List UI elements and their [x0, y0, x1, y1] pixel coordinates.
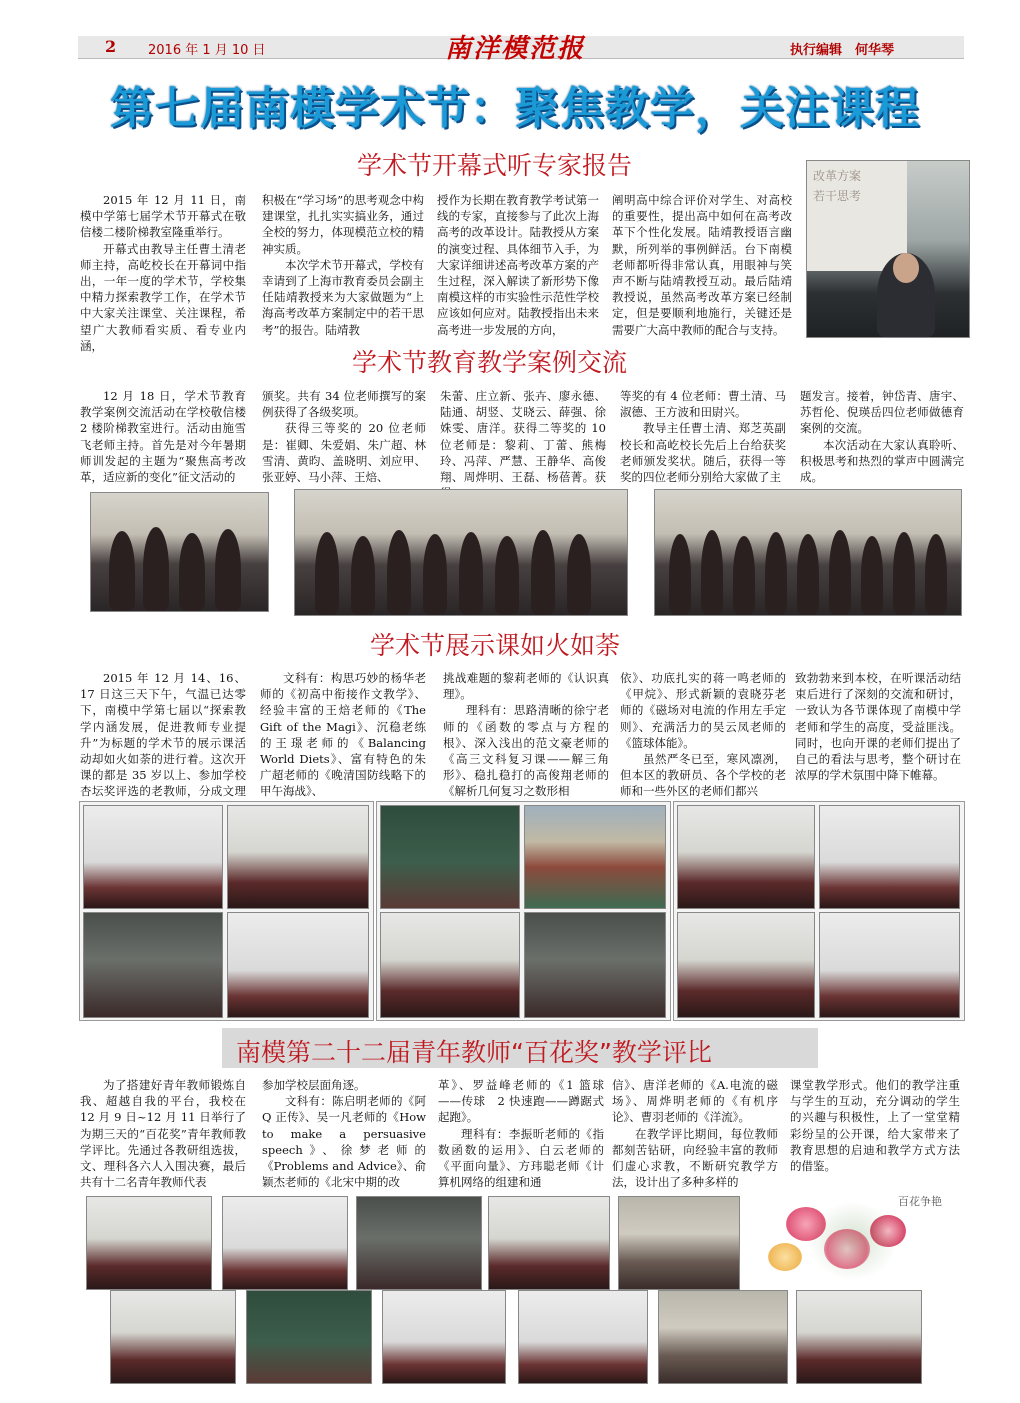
demo-class-photo-group — [376, 801, 671, 1021]
competition-photo — [222, 1196, 348, 1290]
paragraph: 授作为长期在教育教学考试第一线的专家，直接参与了此次上海高考的改革设计。陆教授从方案的演变过程、具体细节入手，为大家详细讲述高考改革方案的产生过程，深入解读了新形势下像南模这样的市实验性示范性学校应该如何应对。陆教授指出未来高考进一步发展的方向， — [437, 193, 599, 337]
paragraph: 阐明高中综合评价对学生、对高校的重要性，提出高中如何在高考改革下个性化发展。陆靖教授语言幽默，所列举的事例鲜活。台下南模老师都听得非常认真，用眼神与笑声不断与陆靖教授互动。最后陆靖教授说，虽然高考改革方案已经制定，但是要顺利地施行，关键还是需要广大高中教师的配合与支持。 — [612, 193, 792, 337]
paragraph: 开幕式由教导主任曹土清老师主持，高屹校长在开幕词中指出，一年一度的学术节，学校集中精力探索教学工作，在学术节中大家关注课堂、关注课程，希望广大教师看实质、看专业内涵， — [80, 241, 246, 353]
competition-photo — [382, 1290, 506, 1384]
peony-flower-image — [748, 1185, 962, 1289]
section-4-column-2 — [262, 1077, 426, 1191]
section-4-title: 南模第二十二届青年教师“百花奖”教学评比 — [236, 1038, 712, 1067]
competition-photo — [518, 1290, 648, 1384]
paragraph: 本次活动在大家认真聆听、积极思考和热烈的掌声中圆满完成。 — [800, 437, 964, 485]
paragraph: 虽然严冬已至，寒风凛冽，但本区的教研员、各个学校的老师和一些外区的老师们都兴 — [620, 752, 786, 799]
page-number: 2 — [105, 37, 117, 56]
classroom-photo — [83, 912, 223, 1018]
award-photo — [654, 489, 962, 616]
section-4-column-5 — [790, 1077, 960, 1174]
paragraph: 挑战难题的黎莉老师的《认识真理》。 — [443, 671, 609, 702]
newspaper-logo: 南洋模范报 — [445, 34, 586, 64]
paragraph: 依》、功底扎实的蒋一鸣老师的《甲烷》、形式新颖的袁晓芬老师的《磁场对电流的作用左手定则》、充满活力的吴云凤老师的《篮球体能》。 — [620, 671, 786, 750]
section-1-column-3 — [437, 192, 599, 337]
editor-credit: 执行编辑 何华琴 — [790, 43, 895, 58]
speaker-photo — [806, 160, 970, 338]
section-3-column-5 — [795, 670, 961, 798]
paragraph: 致勃勃来到本校，在听课活动结束后进行了深刻的交流和研讨，一致认为各节课体现了南模中学老师和学生的高度，受益匪浅。同时，也向开课的老师们提出了自己的看法与思考，整个研讨在浓厚的学术氛围中降下帷幕。 — [795, 671, 961, 783]
competition-photo — [796, 1290, 922, 1384]
classroom-photo — [819, 912, 960, 1018]
demo-class-photo-group — [673, 801, 965, 1021]
paragraph: 理科有：李振昕老师的《指数函数的运用》、白云老师的《平面向量》、方玮聪老师《计算机网络的组建和通 — [438, 1126, 604, 1190]
section-2-column-4 — [620, 388, 786, 486]
competition-photo — [356, 1196, 482, 1290]
classroom-photo — [677, 912, 815, 1018]
competition-photo — [110, 1290, 236, 1384]
competition-photo — [246, 1290, 372, 1384]
classroom-photo — [819, 805, 960, 909]
classroom-photo — [227, 912, 369, 1018]
classroom-photo — [380, 805, 520, 909]
section-2-title: 学术节教育教学案例交流 — [352, 348, 628, 377]
paragraph: 获得三等奖的 20 位老师是：崔卿、朱爱娟、朱广超、林雪清、黄昀、盖晓明、刘应甲、张亚婷、马小萍、王焙、 — [262, 421, 426, 485]
paragraph: 理科有：思路清晰的徐宁老师的《函数的零点与方程的根》、深入浅出的范文豪老师的《高三文科复习课——解三角形》、稳扎稳打的高俊翔老师的《解析几何复习之数形相 — [443, 703, 609, 799]
classroom-photo — [677, 805, 815, 909]
outdoor-class-photo — [524, 805, 666, 909]
section-4-column-4 — [612, 1077, 778, 1191]
section-2-column-2 — [262, 388, 426, 486]
paragraph: 课堂教学形式。他们的教学注重与学生的互动，充分调动的学生的兴趣与积极性，上了一堂堂精彩纷呈的公开课，给大家带来了教育思想的启迪和教学方式方法的借鉴。 — [790, 1078, 960, 1174]
section-1-title: 学术节开幕式听专家报告 — [357, 151, 633, 180]
paragraph: 信》、唐洋老师的《A.电流的磁场》、周烨明老师的《有机序论》、曹羽老师的《洋流》。 — [612, 1078, 778, 1125]
paragraph: 等奖的有 4 位老师：曹土清、马淑德、王方波和田尉兴。 — [620, 389, 786, 420]
section-2-column-3 — [440, 388, 606, 486]
paragraph: 本次学术节开幕式，学校有幸请到了上海市教育委员会副主任陆靖教授来为大家做题为“上海高考改革方案制定中的若干思考”的报告。陆靖教 — [262, 257, 424, 337]
competition-photo — [658, 1290, 788, 1384]
competition-photo — [618, 1196, 740, 1290]
paragraph: 题发言。接着，钟岱青、唐宇、苏哲伦、倪瑛岳四位老师做德育案例的交流。 — [800, 389, 964, 436]
classroom-photo — [524, 912, 666, 1018]
classroom-photo — [227, 805, 369, 909]
award-photo — [90, 492, 269, 612]
paragraph: 为了搭建好青年教师锻炼自我、超越自我的平台，我校在 12 月 9 日~12 月 11 日举行了为期三天的“百花奖”青年教师教学评比。先通过各教研组选拔，文、理科各六人入围决赛，最后共有十二名青年教师代表 — [80, 1078, 246, 1190]
section-2-column-1 — [80, 388, 246, 486]
paragraph: 2015 年 12 月 14、16、17 日这三天下午，气温已达零下，南模中学第七届以“探索教学内涵发展，促进教师专业提升”为标题的学术节的展示课活动却如火如荼的进行着。这次开课的都是 35 岁以上、参加学校杏坛奖评选的老教师，分成文理 — [80, 671, 246, 799]
section-3-column-4 — [620, 670, 786, 798]
section-3-column-1 — [80, 670, 246, 798]
paragraph: 在教学评比期间，每位教师都刻苦钻研，向经验丰富的教师们虚心求教，不断研究教学方法，设计出了多种多样的 — [612, 1126, 778, 1190]
paragraph: 颁奖。共有 34 位老师撰写的案例获得了各级奖项。 — [262, 389, 426, 420]
paragraph: 文科有：构思巧妙的杨华老师的《初高中衔接作文教学》、经验丰富的王焙老师的《The Gift of the Magi》、沉稳老练的王璟老师的《Balancing World Diets》、富有特色的朱广超老师的《晚清国防线略下的甲午海战》、 — [260, 671, 426, 799]
award-photo — [294, 489, 628, 616]
competition-photo — [86, 1196, 212, 1290]
section-1-column-2 — [262, 192, 424, 337]
classroom-photo — [380, 912, 520, 1018]
section-2-column-5 — [800, 388, 964, 486]
section-1-column-4 — [612, 192, 792, 337]
section-3-title: 学术节展示课如火如荼 — [370, 631, 621, 660]
slide-text: 若干思考 — [813, 189, 862, 203]
paragraph: 教导主任曹土清、郑芝英副校长和高屹校长先后上台给获奖老师颁发奖状。随后，获得一等奖的四位老师分别给大家做了主 — [620, 421, 786, 485]
paragraph: 12 月 18 日，学术节教育教学案例交流活动在学校敬信楼 2 楼阶梯教室进行。活动由施雪飞老师主持。首先是对今年暑期师训发起的主题为“聚焦高考改革，适应新的变化”征文活动的 — [80, 389, 246, 485]
paragraph: 文科有：陈启明老师的《阿 Q 正传》、吴一凡老师的《How to make a persuasive speech》、徐梦老师的《Problems and Advice》、俞颖杰老师的《北宋中期的改 — [262, 1094, 426, 1190]
flower-caption: 百花争艳 — [898, 1195, 942, 1208]
page-title: 第七届南模学术节：聚焦教学，关注课程 — [110, 83, 920, 134]
demo-class-photo-group — [79, 801, 374, 1021]
section-3-column-2 — [260, 670, 426, 798]
paragraph: 朱蕾、庄立新、张卉、廖永德、陆通、胡竖、艾晓云、薛强、徐姝雯、唐洋。获得二等奖的 10 位老师是：黎莉、丁蕾、熊梅玲、冯萍、严慧、王静华、高俊翔、周烨明、王磊、杨蓓菁。获 — [440, 389, 606, 485]
section-3-column-3 — [443, 670, 609, 798]
paragraph: 积极在“学习场”的思考观念中构建课堂，扎扎实实搞业务，通过全校的努力，体现模范立校的精神实质。 — [262, 193, 424, 256]
paragraph: 参加学校层面角逐。 — [262, 1078, 366, 1092]
section-4-column-1 — [80, 1077, 246, 1191]
classroom-photo — [83, 805, 223, 909]
paragraph: 2015 年 12 月 11 日，南模中学第七届学术节开幕式在敬信楼二楼阶梯教室隆重举行。 — [80, 193, 246, 240]
slide-text: 改革方案 — [813, 169, 862, 183]
section-1-column-1 — [80, 192, 246, 353]
paragraph: 革》、罗益峰老师的《1 篮球——传球 2 快速跑——蹲踞式起跑》。 — [438, 1078, 604, 1125]
section-4-column-3 — [438, 1077, 604, 1191]
competition-photo — [488, 1196, 610, 1290]
issue-date: 2016 年 1 月 10 日 — [148, 43, 266, 58]
